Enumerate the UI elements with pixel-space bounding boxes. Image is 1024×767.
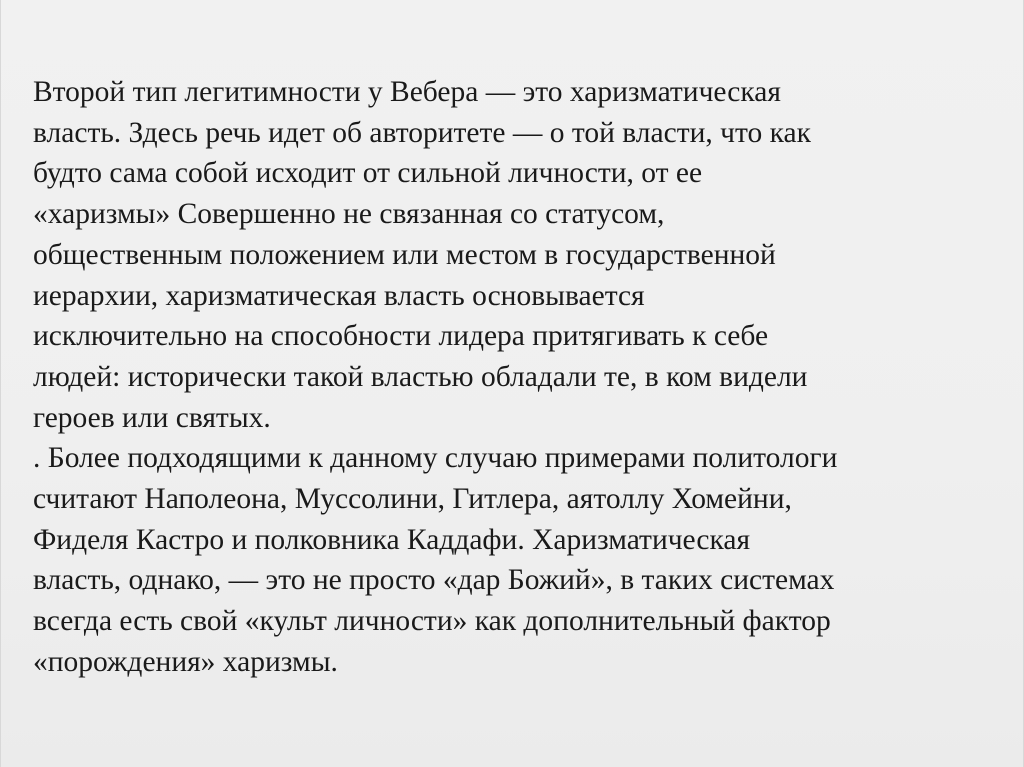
text-line: Фиделя Кастро и полковника Каддафи. Харизматическая xyxy=(33,523,751,556)
text-line: Второй тип легитимности у Вебера — это харизматическая xyxy=(33,76,781,108)
text-line: власть, однако, — это не просто «дар Божий», в таких системах xyxy=(33,564,835,597)
text-line: исключительно на способности лидера притягивать к себе xyxy=(33,320,769,353)
text-line: «харизмы» Совершенно не связанная со статусом, xyxy=(33,198,665,231)
text-line: считают Наполеона, Муссолини, Гитлера, аятоллу Хомейни, xyxy=(33,483,792,516)
text-line: власть. Здесь речь идет об авторитете — о той власти, что как xyxy=(33,116,811,149)
text-line: людей: исторически такой властью обладали те, в ком видели xyxy=(33,360,808,393)
text-line: всегда есть свой «культ личности» как дополнительный фактор xyxy=(33,605,831,638)
text-line: будто сама собой исходит от сильной личности, от ее xyxy=(33,157,703,190)
text-line: общественным положением или местом в государственной xyxy=(33,238,776,271)
text-line: иерархии, харизматическая власть основывается xyxy=(33,279,645,312)
slide-body-text xyxy=(33,72,993,683)
text-line: . Более подходящими к данному случаю примерами политологи xyxy=(33,442,838,475)
text-line: «порождения» харизмы. xyxy=(33,645,338,678)
text-line: героев или святых. xyxy=(33,401,271,434)
